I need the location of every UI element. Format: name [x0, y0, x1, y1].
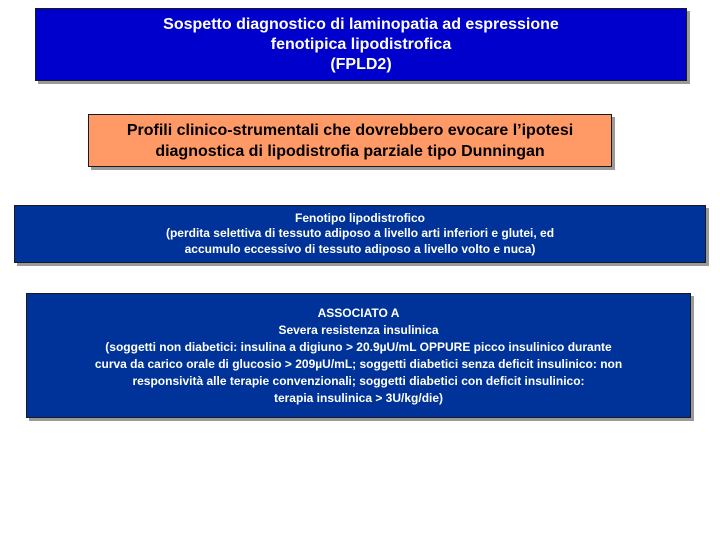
- phenotype-line-1: Fenotipo lipodistrofico: [295, 210, 425, 225]
- diagnostic-suspicion-title-box: [35, 8, 687, 81]
- phenotype-line-3: accumulo eccessivo di tessuto adiposo a livello volto e nuca): [184, 241, 536, 256]
- associated-line-2: Severa resistenza insulinica: [278, 322, 439, 337]
- title-line-2: fenotipica lipodistrofica: [270, 35, 452, 53]
- title-line-3: (FPLD2): [330, 55, 392, 73]
- associated-line-1: ASSOCIATO A: [317, 305, 400, 320]
- clinical-profiles-box: [88, 114, 612, 167]
- associated-line-5: responsività alle terapie convenzionali; soggetti diabetici con deficit insulinico:: [132, 373, 585, 388]
- insulin-resistance-box: [26, 293, 691, 418]
- profile-line-2: diagnostica di lipodistrofia parziale tipo Dunningan: [155, 142, 545, 160]
- title-line-1: Sospetto diagnostico di laminopatia ad espressione: [163, 15, 559, 33]
- profile-line-1: Profili clinico-strumentali che dovrebbero evocare l’ipotesi: [126, 121, 574, 139]
- associated-line-6: terapia insulinica > 3U/kg/die): [273, 390, 444, 405]
- phenotype-line-2: (perdita selettiva di tessuto adiposo a livello arti inferiori e glutei, ed: [165, 226, 555, 241]
- lipodystrophic-phenotype-box: [14, 205, 706, 263]
- associated-line-4: curva da carico orale di glucosio > 209µU/mL; soggetti diabetici senza deficit insulinico: non: [94, 356, 623, 371]
- associated-line-3: (soggetti non diabetici: insulina a digiuno > 20.9µU/mL OPPURE picco insulinico durante: [105, 339, 612, 354]
